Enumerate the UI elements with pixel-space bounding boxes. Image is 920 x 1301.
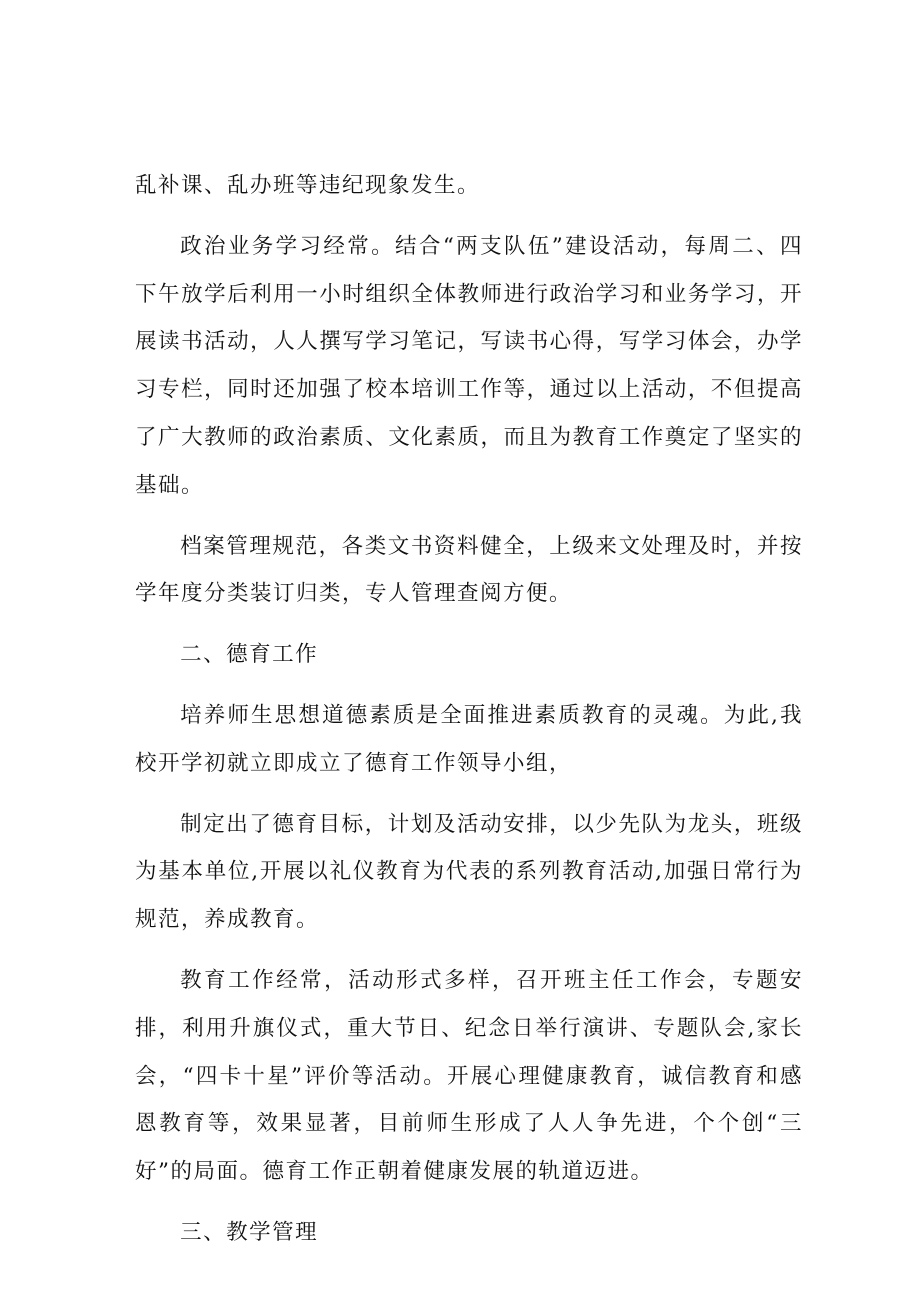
paragraph-continuation: 乱补课、乱办班等违纪现象发生。 xyxy=(135,173,481,198)
paragraph-education-activities: 教育工作经常，活动形式多样，召开班主任工作会，专题安排，利用升旗仪式，重大节日、纪念日举行演讲、专题队会,家长会，“四卡十星”评价等活动。开展心理健康教育，诚信教育和感恩教育等，效果显著，目前师生形成了人人争先进，个个创“三好”的局面。德育工作正朝着健康发展的轨道迈进。 xyxy=(135,967,803,1185)
section-heading-teaching-management: 三、教学管理 xyxy=(180,1219,319,1245)
paragraph-moral-quality: 培养师生思想道德素质是全面推进素质教育的灵魂。为此,我校开学初就立即成立了德育工作领导小组， xyxy=(135,702,803,776)
document-body xyxy=(135,162,803,1257)
paragraph-archive-management: 档案管理规范，各类文书资料健全，上级来文处理及时，并按学年度分类装订归类，专人管理查阅方便。 xyxy=(135,533,803,607)
paragraph-political-study: 政治业务学习经常。结合“两支队伍”建设活动，每周二、四下午放学后利用一小时组织全体教师进行政治学习和业务学习，开展读书活动，人人撰写学习笔记，写读书心得，写学习体会，办学习专栏，同时还加强了校本培训工作等，通过以上活动，不但提高了广大教师的政治素质、文化素质，而且为教育工作奠定了坚实的基础。 xyxy=(135,233,803,498)
paragraph-moral-goals: 制定出了德育目标，计划及活动安排，以少先队为龙头，班级为基本单位,开展以礼仪教育为代表的系列教育活动,加强日常行为规范，养成教育。 xyxy=(135,811,803,933)
section-heading-moral-education: 二、德育工作 xyxy=(180,642,319,668)
